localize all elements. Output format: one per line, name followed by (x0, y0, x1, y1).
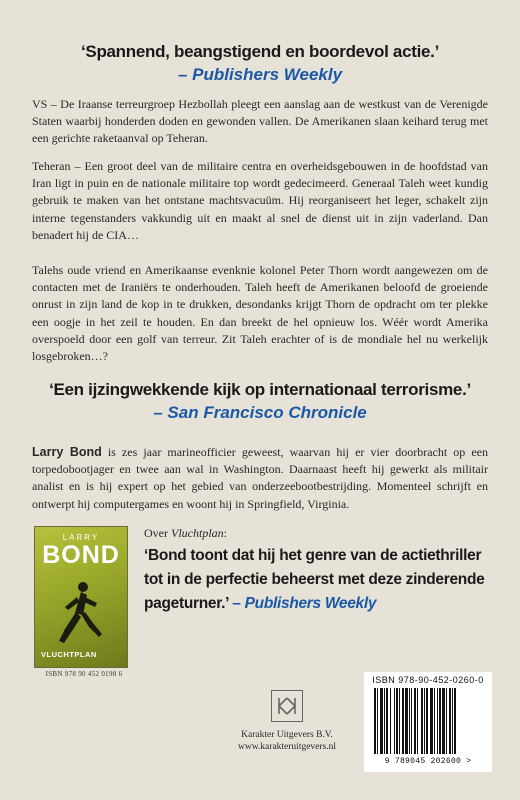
barcode-stripe (424, 688, 425, 754)
bottom-quote-intro-title: Vluchtplan (171, 526, 224, 540)
barcode-stripe (384, 688, 385, 754)
author-bio (32, 444, 488, 513)
publisher-name: Karakter Uitgevers B.V. (241, 730, 333, 740)
bottom-quote-intro-prefix: Over (144, 526, 171, 540)
barcode-stripe (434, 688, 435, 754)
barcode-stripe (390, 688, 391, 754)
author-bio-text: is zes jaar marineofficier geweest, waarvan hij er vier doorbracht op een torpedobootjager en twee aan wal in Washington. Daarnaast heeft hij gewerkt als militair analist en is hij expert op het gebied van onderzeebootbestrijding. Momenteel schrijft en ontwerpt hij computergames en woont hij in Springfield, Virginia. (32, 445, 488, 511)
barcode-stripe (446, 688, 447, 754)
barcode-stripe (421, 688, 423, 754)
barcode-stripe (405, 688, 408, 754)
inset-book-cover (34, 526, 128, 668)
barcode-stripe (452, 688, 453, 754)
barcode-stripe (402, 688, 404, 754)
barcode-stripe (414, 688, 416, 754)
barcode-stripe (430, 688, 433, 754)
barcode-stripe (380, 688, 383, 754)
publisher-block (232, 690, 342, 752)
barcode-isbn: ISBN 978-90-452-0260-0 (372, 675, 484, 685)
barcode (364, 672, 492, 772)
inset-cover-isbn: ISBN 978 90 452 0198 6 (45, 670, 123, 678)
inset-cover-title: VLUCHTPLAN (41, 650, 97, 659)
barcode-stripe (437, 688, 438, 754)
bottom-quote-intro-suffix: : (223, 526, 228, 540)
barcode-stripe (374, 688, 376, 754)
bottom-quote (144, 544, 494, 616)
middle-quote-text: ‘Een ijzingwekkende kijk op internationaal terrorisme.’ (49, 380, 471, 399)
author-name: Larry Bond (32, 445, 102, 459)
bottom-quote-source: – Publishers Weekly (232, 595, 377, 612)
barcode-stripe (426, 688, 428, 754)
top-quote (0, 42, 520, 85)
barcode-stripe (442, 688, 445, 754)
barcode-stripe (439, 688, 441, 754)
running-man-icon (55, 579, 107, 649)
inset-cover-author-first: LARRY (62, 533, 100, 542)
blurb-paragraph-3: Talehs oude vriend en Amerikaanse evenknie kolonel Peter Thorn wordt aangewezen om de contacten met de Iraniërs te onderhouden. Taleh heeft de Amerikanen beloofd de groeiende onrust in zijn land de kop in te drukken, desondanks krijgt Thorn de opdracht om ter plekke een oogje in het zeil te houden. En dan breekt de hel opnieuw los. Wéér wordt Amerika overspoeld door een golf van terreur. Zit Taleh erachter of is de mondiale hel nu werkelijk losgebroken…? (32, 263, 488, 364)
barcode-stripe (449, 688, 451, 754)
blurb-paragraph-2: Teheran – Een groot deel van de militaire centra en overheidsgebouwen in de hoofdstad van Iran ligt in puin en de nationale militaire top wordt gedecimeerd. Generaal Taleh weet kundig gebruik te maken van het ontstane machtsvacuüm. Hij reorganiseert het leger, schakelt zijn interne tegenstanders vakkundig uit en maakt al snel de dienst uit in zijn vaderland. Dan benadert hij de CIA… (32, 159, 488, 242)
barcode-stripe (454, 688, 456, 754)
top-quote-text: ‘Spannend, beangstigend en boordevol actie.’ (80, 42, 440, 61)
inset-cover-author-last: BOND (42, 541, 120, 569)
publisher-logo-icon (271, 690, 303, 722)
middle-quote (0, 380, 520, 423)
barcode-stripe (409, 688, 410, 754)
middle-quote-source: – San Francisco Chronicle (153, 403, 367, 422)
barcode-bars (374, 688, 482, 756)
barcode-stripe (396, 688, 398, 754)
publisher-url: www.karakteruitgevers.nl (237, 742, 337, 752)
barcode-number: 9 789045 202600 > (384, 757, 472, 766)
barcode-stripe (386, 688, 388, 754)
bottom-quote-text: ‘Bond toont dat hij het genre van de actiethriller tot in de perfectie beheerst met deze zinderende pageturner.’ (144, 547, 485, 612)
bottom-quote-intro (144, 526, 227, 541)
barcode-stripe (411, 688, 412, 754)
barcode-stripe (394, 688, 395, 754)
barcode-stripe (377, 688, 378, 754)
blurb-paragraph-1: VS – De Iraanse terreurgroep Hezbollah pleegt een aanslag aan de westkust van de Verenigde Staten waarbij honderden doden en gewonden vallen. De Amerikanen slaan keihard terug met een gerichte raketaanval op Teheran. (32, 97, 488, 146)
barcode-stripe (399, 688, 400, 754)
top-quote-source: – Publishers Weekly (177, 65, 343, 84)
barcode-stripe (417, 688, 418, 754)
